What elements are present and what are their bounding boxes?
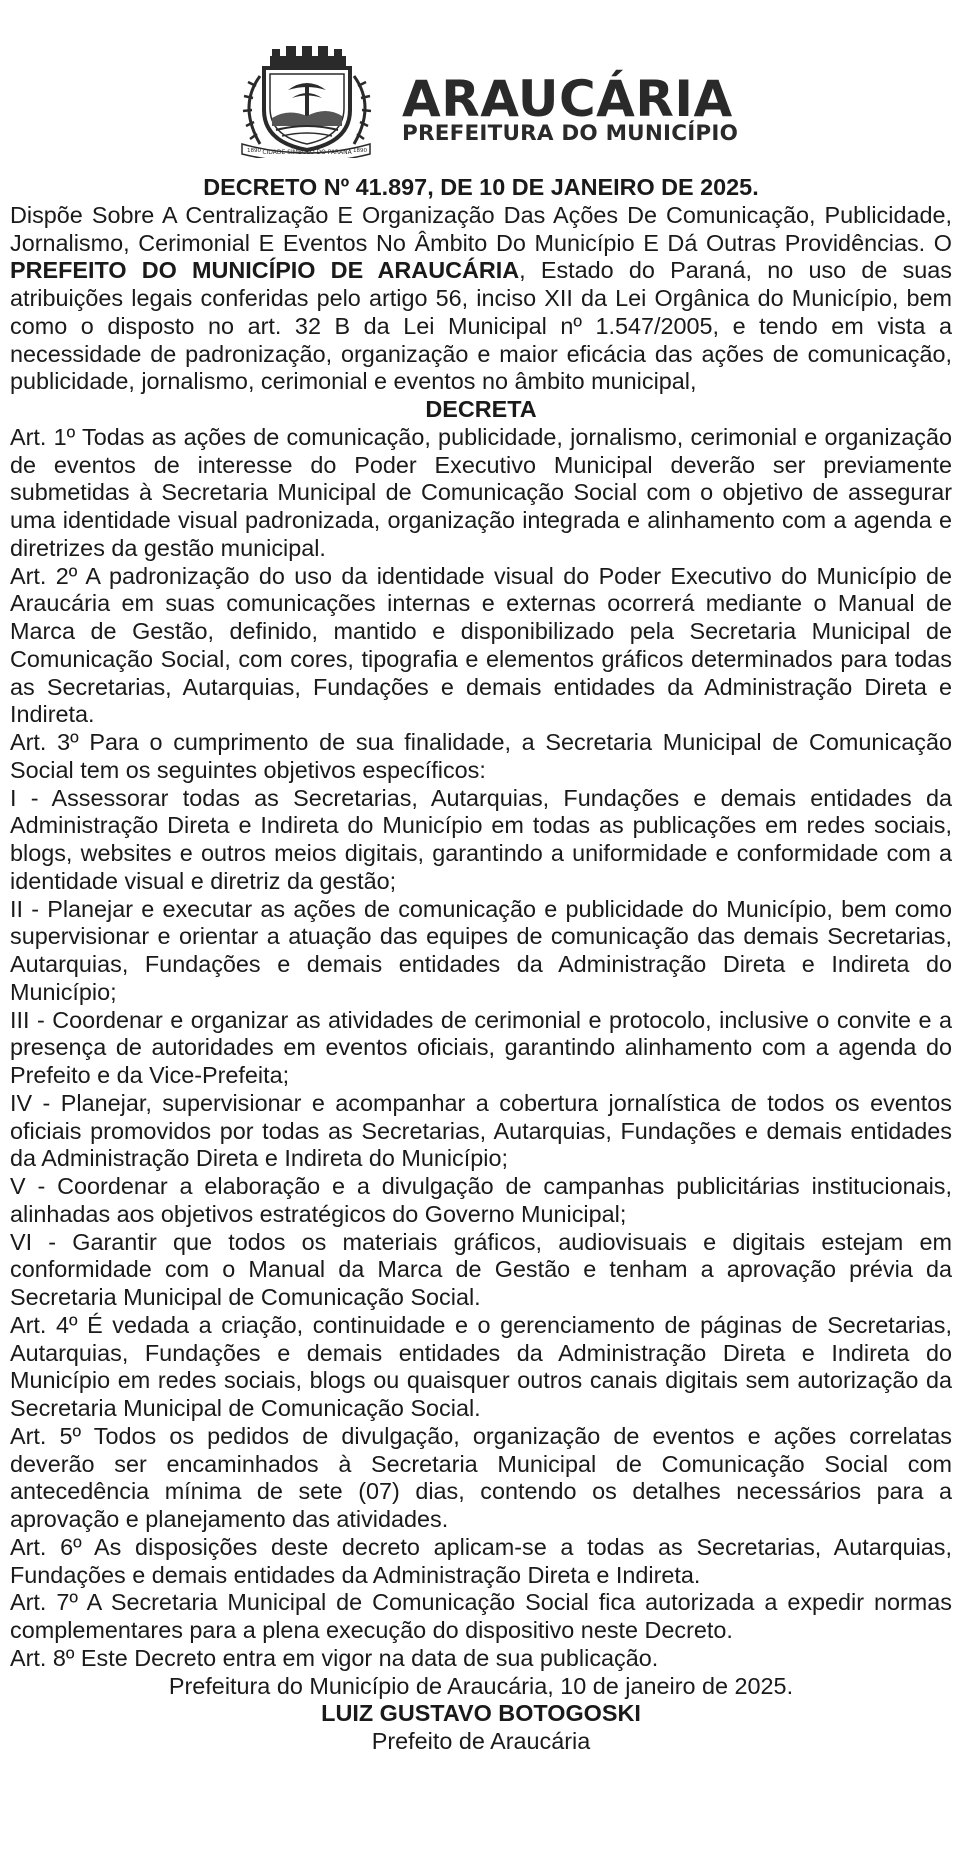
decreta-heading: DECRETA: [425, 396, 537, 422]
article-1: Art. 1º Todas as ações de comunicação, publicidade, jornalismo, cerimonial e organização de eventos de interesse do Poder Executivo Municipal deverão ser previamente submetidas à Secretaria Municipal de Comunicação Social com o objetivo de assegurar uma identidade visual padronizada, organização integrada e alinhamento com a agenda e diretrizes da gestão municipal.: [10, 423, 952, 561]
signer-name: LUIZ GUSTAVO BOTOGOSKI: [321, 1700, 641, 1727]
decree-title: DECRETO Nº 41.897, DE 10 DE JANEIRO DE 2025.: [203, 174, 759, 200]
municipal-crest-icon: [220, 46, 392, 158]
crest-year-left: 1890: [247, 148, 261, 154]
article-3-item-v: V - Coordenar a elaboração e a divulgação de campanhas publicitárias institucionais, alinhadas aos objetivos estratégicos do Governo Municipal;: [10, 1173, 952, 1227]
article-3: Art. 3º Para o cumprimento de sua finalidade, a Secretaria Municipal de Comunicação Social tem os seguintes objetivos específicos:: [10, 729, 952, 783]
article-7: Art. 7º A Secretaria Municipal de Comunicação Social fica autorizada a expedir normas complementares para a plena execução do dispositivo neste Decreto.: [10, 1589, 952, 1643]
decree-preamble: [10, 202, 952, 396]
article-4: Art. 4º É vedada a criação, continuidade e o gerenciamento de páginas de Secretarias, Autarquias, Fundações e demais entidades da Administração Direta e Indireta do Município em redes sociais, blogs ou quaisquer outros canais digitais sem autorização da Secretaria Municipal de Comunicação Social.: [10, 1311, 952, 1421]
article-3-item-ii: II - Planejar e executar as ações de comunicação e publicidade do Município, bem como supervisionar e orientar a atuação das equipes de comunicação das demais Secretarias, Autarquias, Fundações e demais entidades da Administração Direta e Indireta do Município;: [10, 895, 952, 1005]
crest-year-right: 1890: [353, 148, 367, 154]
signer-title: Prefeito de Araucária: [371, 1728, 591, 1754]
brand-name: ARAUCÁRIA: [402, 70, 733, 128]
preamble-text-1: Dispõe Sobre A Centralização E Organização Das Ações De Comunicação, Publicidade, Jornalismo, Cerimonial E Eventos No Âmbito Do Município E Dá Outras Providências. O: [10, 201, 952, 256]
article-8: Art. 8º Este Decreto entra em vigor na data de sua publicação.: [10, 1644, 659, 1671]
article-3-item-iii: III - Coordenar e organizar as atividades de cerimonial e protocolo, inclusive o convite e a presença de autoridades em eventos oficiais, garantindo alinhamento com a agenda do Prefeito e da Vice-Prefeita;: [10, 1006, 952, 1088]
article-5: Art. 5º Todos os pedidos de divulgação, organização de eventos e ações correlatas deverão ser encaminhados à Secretaria Municipal de Comunicação Social com antecedência mínima de sete (07) dias, contendo os detalhes necessários para a aprovação e planejamento das atividades.: [10, 1422, 952, 1532]
article-3-item-iv: IV - Planejar, supervisionar e acompanhar a cobertura jornalística de todos os eventos oficiais promovidos por todas as Secretarias, Autarquias, Fundações e demais entidades da Administração Direta e Indireta do Município;: [10, 1089, 952, 1172]
brand-subtitle: PREFEITURA DO MUNICÍPIO: [402, 121, 739, 146]
preamble-bold-text: PREFEITO DO MUNICÍPIO DE ARAUCÁRIA: [10, 257, 520, 284]
decree-document: [10, 174, 952, 1756]
article-3-item-vi: VI - Garantir que todos os materiais gráficos, audiovisuais e digitais estejam em conformidade com o Manual da Marca de Gestão e tenham a aprovação prévia da Secretaria Municipal de Comunicação Social.: [10, 1228, 952, 1310]
article-2: Art. 2º A padronização do uso da identidade visual do Poder Executivo do Município de Araucária em suas comunicações internas e externas ocorrerá mediante o Manual de Marca de Gestão, definido, mantido e disponibilizado pela Secretaria Municipal de Comunicação Social, com cores, tipografia e elementos gráficos determinados para todas as Secretarias, Autarquias, Fundações e demais entidades da Administração Direta e Indireta.: [10, 562, 952, 728]
crest-ribbon-text: CIDADE SÍMBOLO DO PARANÁ: [262, 149, 352, 156]
brand-block: [402, 70, 739, 146]
article-3-item-i: I - Assessorar todas as Secretarias, Autarquias, Fundações e demais entidades da Administração Direta e Indireta do Município em todas as publicações em redes sociais, blogs, websites e outros meios digitais, garantindo a uniformidade e conformidade com a identidade visual e diretriz da gestão;: [10, 784, 952, 894]
closing-line: Prefeitura do Município de Araucária, 10 de janeiro de 2025.: [168, 1672, 794, 1699]
page-header: [0, 40, 968, 160]
preamble-text-2: , Estado do Paraná, no uso de suas atribuições legais conferidas pelo artigo 56, inciso XII da Lei Orgânica do Município, bem como o disposto no art. 32 B da Lei Municipal nº 1.547/2005, e tendo em vista a necessidade de padronização, organização e maior eficácia das ações de comunicação, publicidade, jornalismo, cerimonial e eventos no âmbito municipal,: [10, 257, 952, 395]
article-6: Art. 6º As disposições deste decreto aplicam-se a todas as Secretarias, Autarquias, Fundações e demais entidades da Administração Direta e Indireta.: [10, 1533, 952, 1588]
